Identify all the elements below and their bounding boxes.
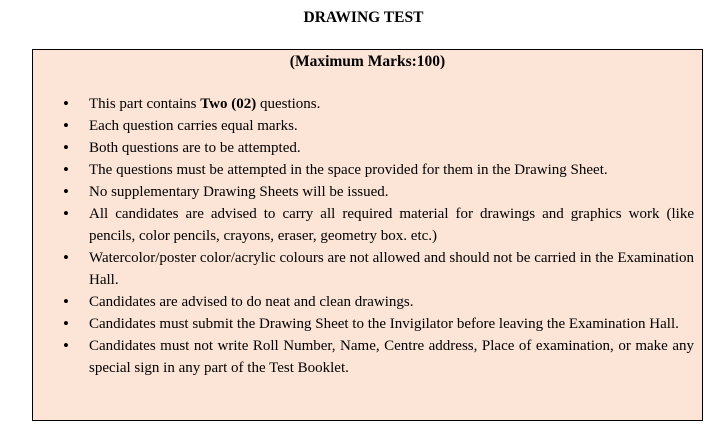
instruction-text: questions. <box>256 96 321 112</box>
instructions-box <box>32 49 703 421</box>
maximum-marks-heading: (Maximum Marks:100) <box>289 53 446 70</box>
page-title: DRAWING TEST <box>303 9 424 26</box>
instruction-item: • Candidates must submit the Drawing Sheet to the Invigilator before leaving the Examination Hall. <box>33 313 702 335</box>
instruction-item: • All candidates are advised to carry all required material for drawings and graphics work (like pencils, color pencils, crayons, eraser, geometry box. etc.) <box>33 203 702 247</box>
instruction-text: This part contains <box>89 96 201 112</box>
instruction-item: • The questions must be attempted in the space provided for them in the Drawing Sheet. <box>33 159 702 181</box>
instruction-item: • No supplementary Drawing Sheets will be issued. <box>33 181 702 203</box>
instruction-item: • Candidates are advised to do neat and clean drawings. <box>33 291 702 313</box>
instruction-item <box>33 93 702 115</box>
instruction-item: • Both questions are to be attempted. <box>33 137 702 159</box>
instruction-item: • Candidates must not write Roll Number, Name, Centre address, Place of examination, or make any special sign in any part of the Test Booklet. <box>33 335 702 379</box>
instructions-list <box>33 93 702 379</box>
instruction-item: • Watercolor/poster color/acrylic colours are not allowed and should not be carried in the Examination Hall. <box>33 247 702 291</box>
instruction-item: • Each question carries equal marks. <box>33 115 702 137</box>
question-count: Two (02) <box>200 96 257 112</box>
